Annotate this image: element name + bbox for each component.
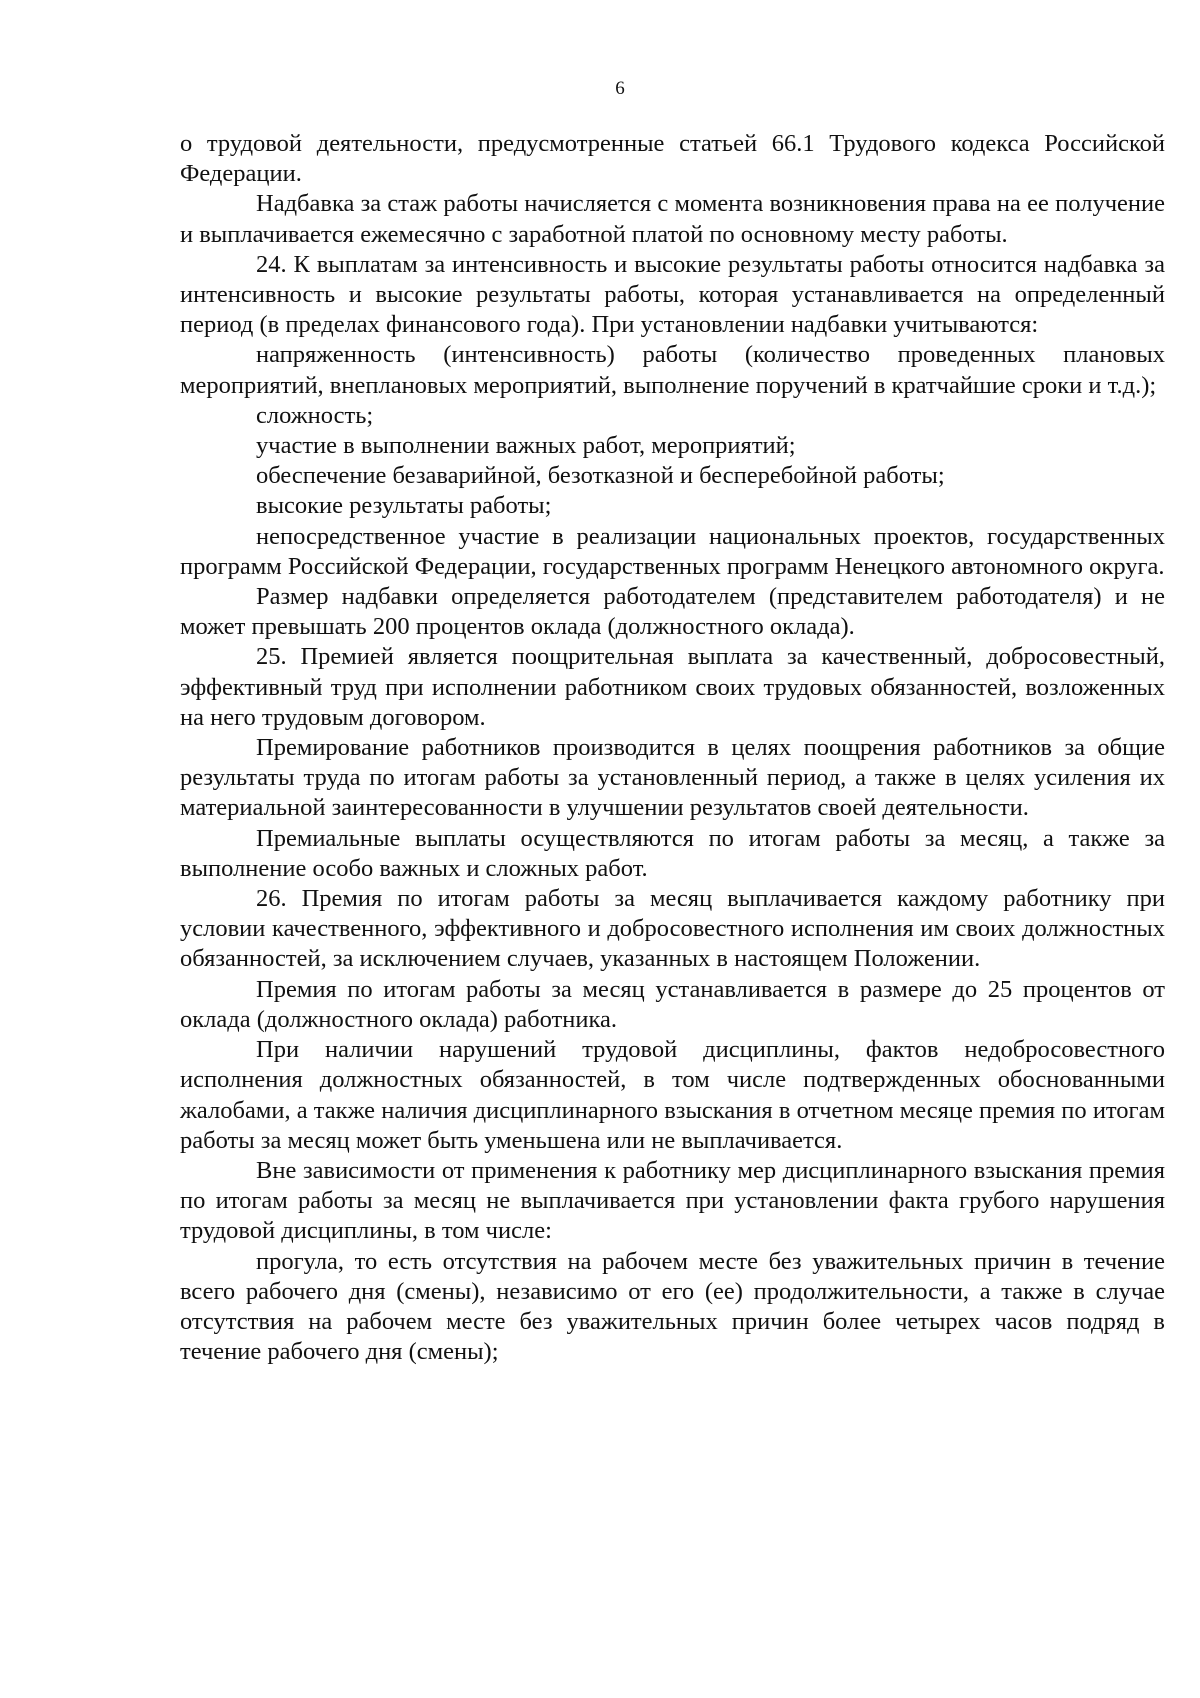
- page-number: 6: [615, 78, 625, 99]
- paragraph-12: Премирование работников производится в целях поощрения работников за общие результаты труда по итогам работы за установленный период, а также в целях усиления их материальной заинтересованности в улучшении результатов своей деятельности.: [180, 734, 1165, 822]
- paragraph-9: непосредственное участие в реализации национальных проектов, государственных программ Российской Федерации, государственных программ Ненецкого автономного округа.: [180, 522, 1165, 580]
- paragraph-4: напряженность (интенсивность) работы (количество проведенных плановых мероприятий, внеплановых мероприятий, выполнение поручений в кратчайшие сроки и т.д.);: [180, 341, 1165, 399]
- paragraph-16: При наличии нарушений трудовой дисциплины, фактов недобросовестного исполнения должностных обязанностей, в том числе подтвержденных обоснованными жалобами, а также наличия дисциплинарного взыскания в отчетном месяце премия по итогам работы за месяц может быть уменьшена или не выплачивается.: [180, 1036, 1165, 1154]
- paragraph-11: 25. Премией является поощрительная выплата за качественный, добросовестный, эффективный труд при исполнении работником своих трудовых обязанностей, возложенных на него трудовым договором.: [180, 643, 1165, 731]
- paragraph-10: Размер надбавки определяется работодателем (представителем работодателя) и не может превышать 200 процентов оклада (должностного оклада).: [180, 583, 1165, 641]
- paragraph-1: о трудовой деятельности, предусмотренные статьей 66.1 Трудового кодекса Российской Федерации.: [180, 130, 1165, 188]
- paragraph-17: Вне зависимости от применения к работнику мер дисциплинарного взыскания премия по итогам работы за месяц не выплачивается при установлении факта грубого нарушения трудовой дисциплины, в том числе:: [180, 1156, 1165, 1245]
- paragraph-7: обеспечение безаварийной, безотказной и бесперебойной работы;: [256, 462, 945, 490]
- paragraph-5: сложность;: [256, 401, 374, 429]
- paragraph-14: 26. Премия по итогам работы за месяц выплачивается каждому работнику при условии качественного, эффективного и добросовестного исполнения им своих должностных обязанностей, за исключением случаев, указанных в настоящем Положении.: [180, 885, 1165, 973]
- paragraph-2: Надбавка за стаж работы начисляется с момента возникновения права на ее получение и выплачивается ежемесячно с заработной платой по основному месту работы.: [180, 190, 1165, 248]
- document-body: [180, 129, 1165, 1367]
- paragraph-13: Премиальные выплаты осуществляются по итогам работы за месяц, а также за выполнение особо важных и сложных работ.: [180, 824, 1165, 882]
- paragraph-15: Премия по итогам работы за месяц устанавливается в размере до 25 процентов от оклада (должностного оклада) работника.: [180, 975, 1165, 1033]
- paragraph-8: высокие результаты работы;: [256, 492, 552, 520]
- paragraph-18: прогула, то есть отсутствия на рабочем месте без уважительных причин в течение всего рабочего дня (смены), независимо от его (ее) продолжительности, а также в случае отсутствия на рабочем месте без уважительных причин более четырех часов подряд в течение рабочего дня (смены);: [180, 1247, 1165, 1366]
- paragraph-3: 24. К выплатам за интенсивность и высокие результаты работы относится надбавка за интенсивность и высокие результаты работы, которая устанавливается на определенный период (в пределах финансового года). При установлении надбавки учитываются:: [180, 250, 1165, 339]
- paragraph-6: участие в выполнении важных работ, мероприятий;: [256, 432, 796, 460]
